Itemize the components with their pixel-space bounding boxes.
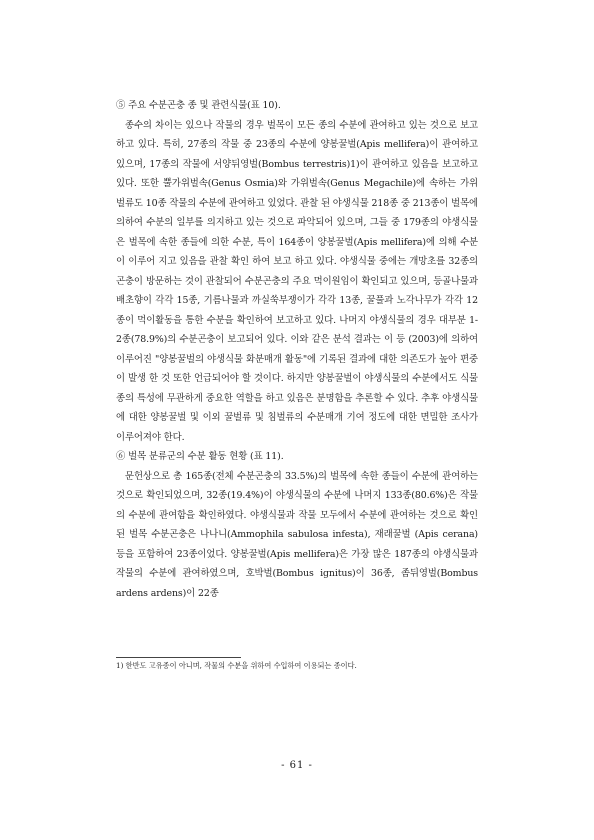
footnote-divider (116, 657, 241, 658)
page-number: - 61 - (281, 760, 313, 771)
body-text (116, 96, 478, 603)
footnote: 1) 한반도 고유종이 아니며, 작물의 수분을 위하여 수입하여 이용되는 종이다. (116, 661, 357, 670)
section-6-paragraph: 문헌상으로 총 165종(전체 수분곤충의 33.5%)의 벌목에 속한 종들이 수분에 관여하는 것으로 확인되었으며, 32종(19.4%)이 야생식물의 수분에 나머지 133종(80.6%)은 작물의 수분에 관여함을 확인하였다. 야생식물과 작물 모두에서 수분에 관여하는 것으로 확인된 벌목 수분곤충은 나나니(Ammophila sabulosa infesta), 재래꿀벌 (Apis cerana) 등을 포함하여 23종이었다. 양봉꿀벌(Apis mellifera)은 가장 많은 187종의 야생식물과 작물의 수분에 관여하였으며, 호박벌(Bombus ignitus)이 36종, 좀뒤영벌(Bombus ardens ardens)이 22종 (116, 470, 478, 599)
section-6-heading: ⑥ 벌목 분류군의 수분 활동 현황 (표 11). (116, 451, 284, 462)
section-5-heading: ⑤ 주요 수분곤충 종 및 관련식물(표 10). (116, 100, 281, 111)
section-5-paragraph: 종수의 차이는 있으나 작물의 경우 벌목이 모든 종의 수분에 관여하고 있는 것으로 보고하고 있다. 특히, 27종의 작물 중 23종의 수분에 양봉꿀벌(Apis mellifera)이 관여하고 있으며, 17종의 작물에 서양뒤영벌(Bombus terrestris)1)이 관여하고 있음을 보고하고 있다. 또한 뿔가위벌속(Genus Osmia)와 가위벌속(Genus Megachile)에 속하는 가위벌류도 10종 작물의 수분에 관여하고 있었다. 관찰 된 야생식물 218종 중 213종이 벌목에 의하여 수분의 일부를 의지하고 있는 것으로 파악되어 있으며, 그들 중 179종의 야생식물은 벌목에 속한 종들에 의한 수분, 특이 164종이 양봉꿀벌(Apis mellifera)에 의해 수분이 이루어 지고 있음을 관찰 확인 하여 보고 하고 있다. 야생식물 중에는 개망초를 32종의 곤충이 방문하는 것이 관찰되어 수분곤충의 주요 먹이원임이 확인되고 있으며, 등골나물과 배초향이 각각 15종, 기름나물과 까실쑥부쟁이가 각각 13종, 꿀풀과 노각나무가 각각 12종이 먹이활동을 통한 수분을 확인하여 보고하고 있다. 나머지 야생식물의 경우 대부분 1-2종(78.9%)의 수분곤충이 보고되어 있다. 이와 같은 분석 결과는 이 등 (2003)에 의하여 이루어진 "양봉꿀벌의 야생식물 화분매개 활동"에 기록된 결과에 대한 의존도가 높아 편중이 발생 한 것 또한 언급되어야 할 것이다. 하지만 양봉꿀벌이 야생식물의 수분에서도 식물종의 특성에 무관하게 중요한 역할을 하고 있음은 분명함을 추론할 수 있다. 추후 야생식물에 대한 양봉꿀벌 및 이외 꿀벌류 및 침벌류의 수분매개 기여 정도에 대한 면밀한 조사가 이루어져야 한다. (116, 119, 479, 443)
